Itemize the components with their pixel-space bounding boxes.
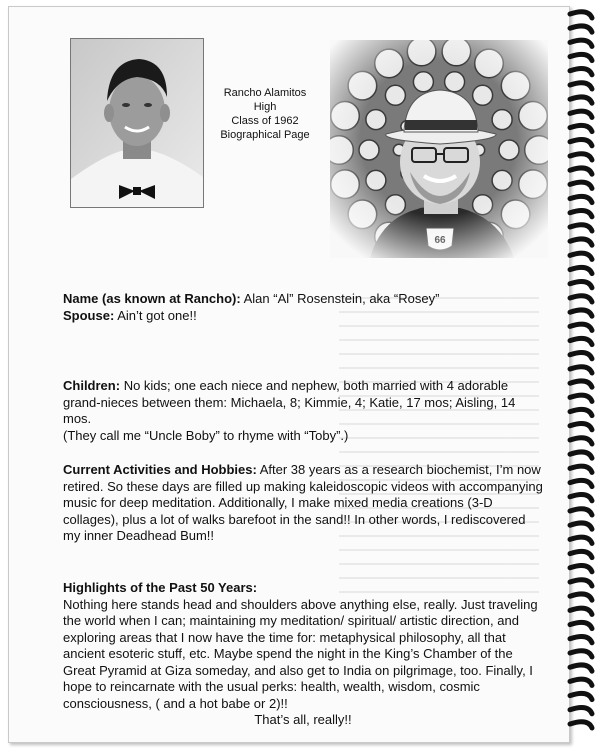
class-caption xyxy=(205,86,325,142)
spiral-coil xyxy=(570,381,592,387)
spiral-coil xyxy=(570,637,592,643)
spiral-coil xyxy=(570,594,592,600)
spiral-coil xyxy=(570,40,592,46)
spiral-coil xyxy=(570,679,592,685)
spiral-coil xyxy=(570,651,592,657)
school-type: High xyxy=(253,101,277,113)
spiral-coil xyxy=(570,693,592,699)
name-value: Alan “Al” Rosenstein, aka “Rosey” xyxy=(243,291,440,306)
highlights-section xyxy=(63,580,543,729)
spiral-coil xyxy=(570,580,592,586)
highlights-text: Nothing here stands head and shoulders above anything else, really. Just traveling the world when I can; maintaining my meditation/ spiritual/ artistic direction, and exploring areas that I now have the time for: metaphysical philosophy, all that ancient esoteric stuff, etc. Maybe spend the night in the King’s Chamber of the Great Pyramid at Giza someday, and also get to India on pilgrimage, too. Finally, I hope to reincarnate with the usual perks: health, wealth, wisdom, cosmic consciousness, ( and a hot babe or 2)!! xyxy=(63,596,538,711)
spiral-coil xyxy=(570,424,592,430)
spiral-coil xyxy=(570,523,592,529)
spiral-binding xyxy=(566,8,596,738)
children-text: No kids; one each niece and nephew, both married with 4 adorable grand-nieces between them: Michaela, 8; Kimmie, 4; Katie, 17 mos; Aisling, 14 mos. xyxy=(63,378,516,426)
spiral-coil xyxy=(570,367,592,373)
spiral-coil xyxy=(570,495,592,501)
class-year: Class of 1962 xyxy=(231,115,299,127)
highlights-label: Highlights of the Past 50 Years: xyxy=(63,580,258,595)
spiral-coil xyxy=(570,324,592,330)
spiral-coil xyxy=(570,708,592,714)
show-through-text xyxy=(339,297,539,597)
spiral-coil xyxy=(570,140,592,146)
spiral-coil xyxy=(570,566,592,572)
spouse-label: Spouse: xyxy=(63,307,115,323)
spiral-coil xyxy=(570,395,592,401)
children-section xyxy=(63,378,543,444)
spiral-coil xyxy=(570,211,592,217)
activities-label: Current Activities and Hobbies: xyxy=(63,462,257,477)
spiral-coil xyxy=(570,310,592,316)
name-section xyxy=(63,291,543,324)
spiral-coil xyxy=(570,409,592,415)
school-name: Rancho Alamitos xyxy=(223,87,307,99)
recent-photo xyxy=(330,40,548,258)
spiral-coil xyxy=(570,154,592,160)
activities-section xyxy=(63,462,543,545)
spiral-coil xyxy=(570,54,592,60)
spiral-coil xyxy=(570,353,592,359)
children-note: (They call me “Uncle Boby” to rhyme with “Toby”.) xyxy=(63,427,349,443)
spiral-coil xyxy=(570,282,592,288)
spiral-coil xyxy=(570,466,592,472)
activities-text: After 38 years as a research biochemist, I’m now retired. So these days are filled up making kaleidoscopic videos with accompanying music for deep meditation. Additionally, I make mixed media creations (3-D collages), plus a lot of walks barefoot in the sand!! In other words, I rediscovered my inner Deadhead Bum!! xyxy=(63,462,543,543)
spiral-coil xyxy=(570,225,592,231)
spiral-coil xyxy=(570,608,592,614)
closing-line: That’s all, really!! xyxy=(254,712,352,727)
spiral-coil xyxy=(570,296,592,302)
spiral-coil xyxy=(570,168,592,174)
spiral-coil xyxy=(570,111,592,117)
spiral-coil xyxy=(570,196,592,202)
spiral-coil xyxy=(570,438,592,444)
spiral-coil xyxy=(570,622,592,628)
spiral-coil xyxy=(570,551,592,557)
spiral-coil xyxy=(570,83,592,89)
spiral-coil xyxy=(570,665,592,671)
spiral-coil xyxy=(570,722,592,728)
spiral-coil xyxy=(570,253,592,259)
spiral-coil xyxy=(570,12,592,18)
yearbook-photo xyxy=(70,38,204,208)
spiral-coil xyxy=(570,239,592,245)
spiral-coil xyxy=(570,182,592,188)
spiral-coil xyxy=(570,26,592,32)
children-label: Children: xyxy=(63,378,121,393)
spiral-coil xyxy=(570,452,592,458)
spiral-coil xyxy=(570,509,592,515)
spouse-value: Ain’t got one!! xyxy=(117,307,197,323)
spiral-coil xyxy=(570,537,592,543)
spiral-coil xyxy=(570,267,592,273)
spiral-coil xyxy=(570,97,592,103)
spiral-coil xyxy=(570,125,592,131)
page-type: Biographical Page xyxy=(220,129,310,141)
spiral-coil xyxy=(570,480,592,486)
spiral-coil xyxy=(570,69,592,75)
spiral-coil xyxy=(570,338,592,344)
name-label: Name (as known at Rancho): xyxy=(63,291,241,306)
